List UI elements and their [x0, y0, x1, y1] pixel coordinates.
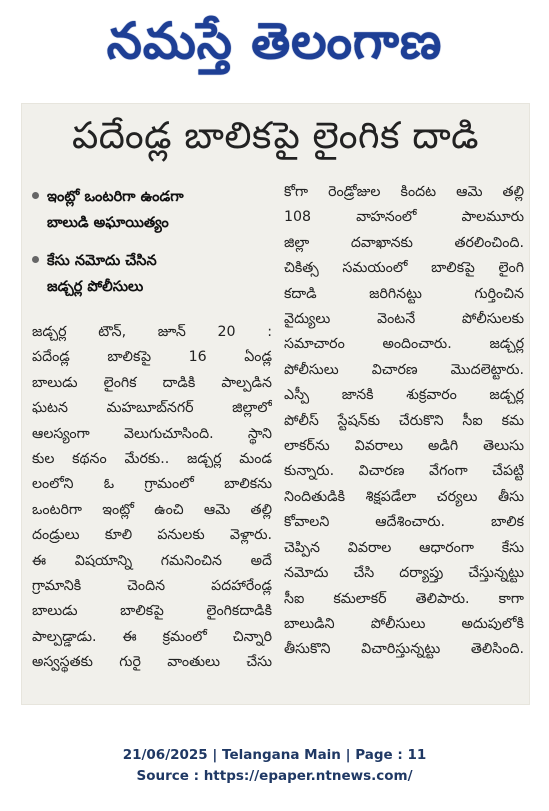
body-line: చెప్పిన వివరాల ఆధారంగా కేసు — [284, 539, 524, 556]
bullet-line: కేసు నమోదు చేసిన — [47, 253, 157, 269]
newspaper-logo: నమస్తే తెలంగాణ — [106, 12, 443, 70]
bullet-text — [47, 184, 184, 236]
edition-info: 21/06/2025 | Telangana Main | Page : 11 — [122, 747, 427, 763]
body-line: బాలుడిని పోలీసులు అదుపులోకి — [284, 615, 524, 632]
body-line: పోలీస్ స్టేషన్‌కు చేరుకొని సీఐ కమ — [284, 412, 524, 429]
source-footer — [0, 745, 549, 787]
body-line: ఈ విషయాన్ని గమనించిన అదే — [32, 552, 272, 569]
body-line: దండ్రులు కూలి పనులకు వెళ్లారు. — [32, 527, 272, 544]
body-line: కోగా రెండ్రోజుల కిందట ఆమె తల్లి — [284, 184, 524, 200]
bullet-text — [47, 248, 157, 300]
body-line: ఘటన మహబూబ్‌నగర్ జిల్లాలో — [32, 400, 272, 417]
body-line: కున్నారు. విచారణ వేగంగా చేపట్టి — [284, 463, 524, 480]
highlight-bullets — [32, 184, 282, 312]
body-line: నమోదు చేసి దర్యాప్తు చేస్తున్నట్టు — [284, 565, 524, 582]
body-line: కదాడి జరిగినట్టు గుర్తించిన — [284, 285, 524, 302]
article-clipping — [22, 104, 529, 704]
body-line: లాకర్‌ను వివరాలు అడిగి తెలుసు — [284, 438, 524, 455]
body-line: ఎస్పీ జానకి శుక్రవారం జడ్చర్ల — [284, 387, 524, 404]
body-line: నిందితుడికి శిక్షపడేలా చర్యలు తీసు — [284, 488, 524, 505]
body-line: పాల్పడ్డాడు. ఈ క్రమంలో చిన్నారి — [32, 628, 272, 645]
bullet-dot-icon — [32, 192, 39, 199]
body-line: అస్వస్థతకు గురై వాంతులు చేసు — [32, 654, 272, 671]
bullet-item — [32, 248, 282, 300]
body-line: లంలోని ఓ గ్రామంలో బాలికను — [32, 476, 272, 493]
body-line: ఆలస్యంగా వెలుగుచూసింది. స్థాని — [32, 425, 272, 442]
body-line: గ్రామానికి చెందిన పదహారేండ్ల — [32, 578, 272, 595]
article-headline: పదేండ్ల బాలికపై లైంగిక దాడి — [71, 114, 480, 157]
article-column-right — [284, 180, 524, 663]
body-line: బాలుడు బాలికపై లైంగికదాడికి — [32, 603, 272, 620]
body-line: కుల కథనం మేరకు.. జడ్చర్ల మండ — [32, 451, 272, 468]
body-line: జడ్చర్ల టౌన్, జూన్ 20 : — [32, 324, 272, 340]
bullet-line: బాలుడి అఘాయిత్యం — [47, 215, 169, 231]
body-line: ఒంటరిగా ఇంట్లో ఉంచి ఆమె తల్లి — [32, 501, 272, 518]
bullet-line: ఇంట్లో ఒంటరిగా ఉండగా — [47, 189, 184, 205]
bullet-dot-icon — [32, 256, 39, 263]
bullet-line: జడ్చర్ల పోలీసులు — [47, 279, 144, 295]
body-line: బాలుడు లైంగిక దాడికి పాల్పడిన — [32, 374, 272, 391]
body-line: పోలీసులు విచారణ మొదలెట్టారు. — [284, 361, 524, 378]
body-line: 108 వాహనంలో పాలమూరు — [284, 209, 524, 226]
masthead — [0, 0, 549, 95]
body-line: చికిత్స సమయంలో బాలికపై లైంగి — [284, 260, 524, 277]
body-line: పదేండ్ల బాలికపై 16 ఏండ్ల — [32, 349, 272, 366]
bullet-item — [32, 184, 282, 236]
body-line: వైద్యులు వెంటనే పోలీసులకు — [284, 311, 524, 328]
body-line: సమాచారం అందించారు. జడ్చర్ల — [284, 336, 524, 353]
body-line: కోవాలని ఆదేశించారు. బాలిక — [284, 514, 524, 531]
body-line: తీసుకొని విచారిస్తున్నట్టు తెలిసింది. — [284, 641, 524, 658]
source-link[interactable]: Source : https://epaper.ntnews.com/ — [136, 768, 413, 784]
body-line: జిల్లా దవాఖానకు తరలించింది. — [284, 234, 524, 251]
article-column-left — [32, 320, 272, 676]
body-line: సీఐ కమలాకర్ తెలిపారు. కాగా — [284, 590, 524, 607]
